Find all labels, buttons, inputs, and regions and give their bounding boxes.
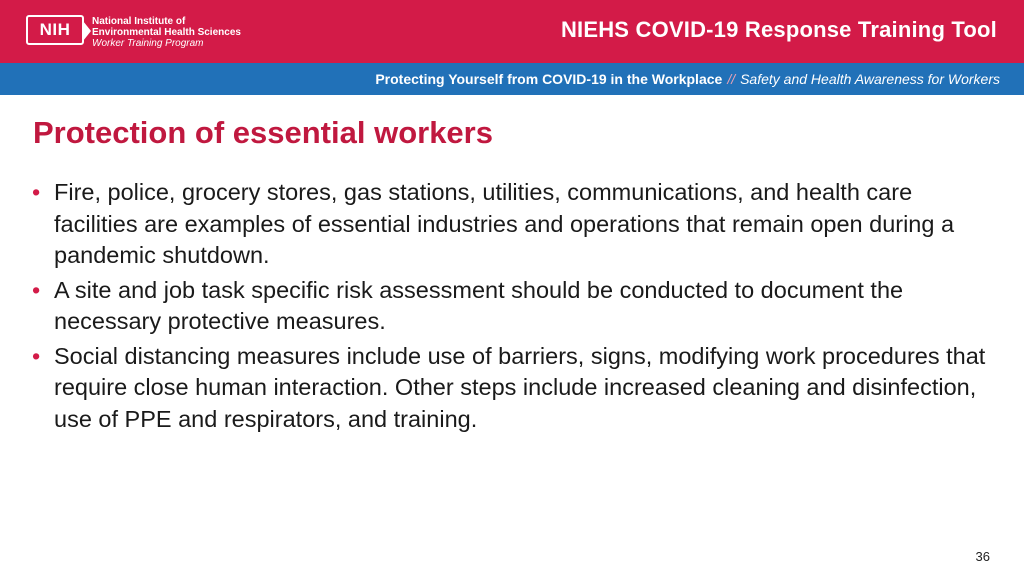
bullet-text: Social distancing measures include use of barriers, signs, modifying work procedures that require close human interaction. Other steps include increased cleaning and disinfection, use of PPE and respirators, and training. — [54, 342, 986, 432]
org-name — [92, 16, 241, 49]
subtitle-part-2: Safety and Health Awareness for Workers — [740, 71, 1000, 87]
page-number: 36 — [975, 549, 990, 564]
bullet-text: A site and job task specific risk assessment should be conducted to document the necessary protective measures. — [54, 276, 904, 334]
org-line-3: Worker Training Program — [92, 38, 204, 49]
org-line-1: National Institute of — [92, 16, 186, 27]
nih-logo-text: NIH — [39, 20, 71, 39]
subtitle — [375, 71, 1000, 87]
header-bar — [0, 0, 1024, 63]
bullet-dot-icon: • — [32, 342, 41, 369]
nih-logo — [26, 15, 84, 45]
bullet-dot-icon: • — [32, 179, 41, 205]
subtitle-separator: // — [727, 71, 736, 87]
bullet-dot-icon: • — [32, 276, 41, 303]
bullet-text: Fire, police, grocery stores, gas stations, utilities, communications, and health care facilities are examples of essential industries and operations that remain open during a pandemic shutdown. — [54, 179, 955, 268]
bullet-item — [32, 177, 1002, 272]
org-line-2: Environmental Health Sciences — [92, 27, 241, 38]
bullet-item — [32, 341, 1002, 436]
bullet-list — [32, 177, 1002, 438]
bullet-item — [32, 275, 1002, 338]
subtitle-part-1: Protecting Yourself from COVID-19 in the Workplace — [375, 71, 723, 87]
subheader-bar — [0, 63, 1024, 95]
page-title: Protection of essential workers — [33, 115, 493, 150]
tool-title: NIEHS COVID-19 Response Training Tool — [560, 17, 997, 42]
